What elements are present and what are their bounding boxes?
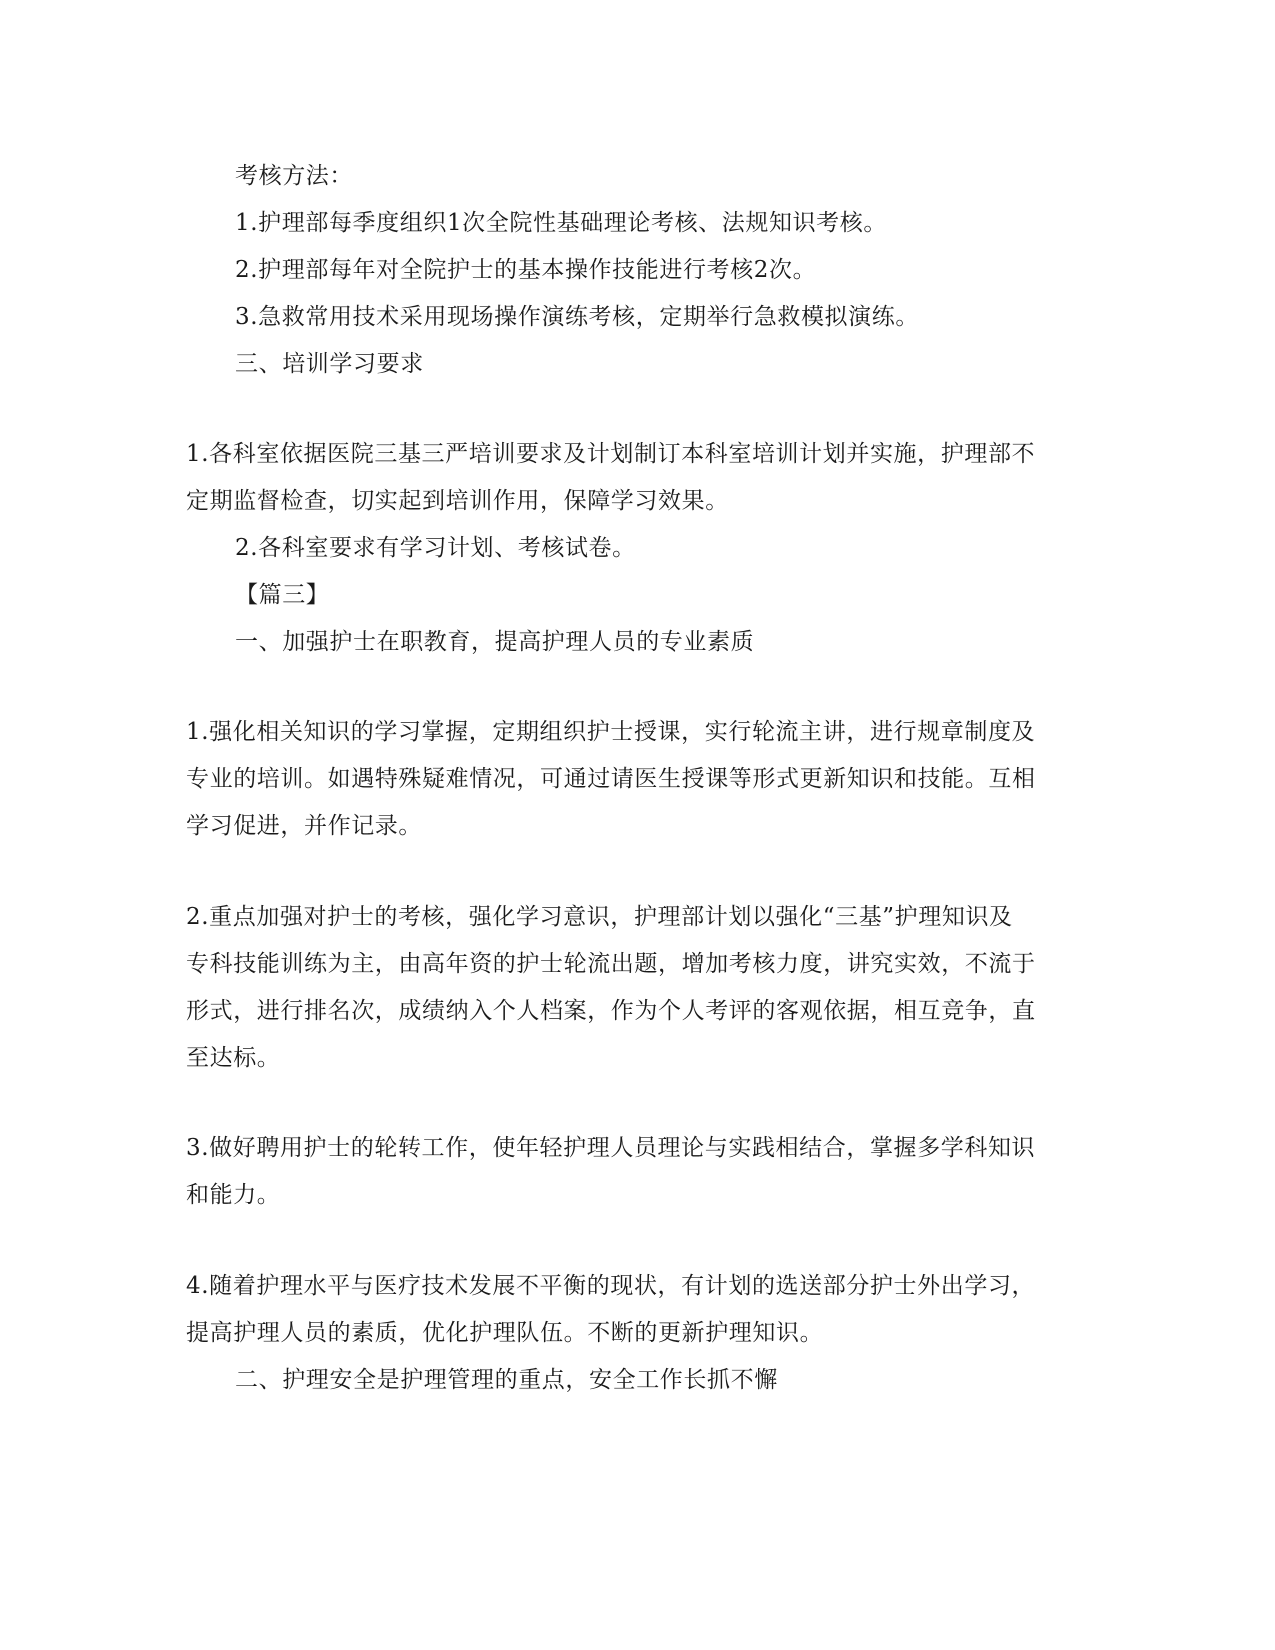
education-item-1-line-2: 专业的培训。如遇特殊疑难情况，可通过请医生授课等形式更新知识和技能。互相: [186, 766, 1036, 792]
education-item-4-line-1: 4.随着护理水平与医疗技术发展不平衡的现状，有计划的选送部分护士外出学习，: [186, 1273, 1036, 1299]
training-requirement-1-line-2: 定期监督检查，切实起到培训作用，保障学习效果。: [186, 488, 729, 514]
training-requirement-1-line-1: 1.各科室依据医院三基三严培训要求及计划制订本科室培训计划并实施，护理部不: [186, 441, 1036, 467]
section-three-heading: 三、培训学习要求: [235, 351, 424, 377]
training-requirement-2: 2.各科室要求有学习计划、考核试卷。: [235, 535, 636, 561]
education-item-3-line-2: 和能力。: [186, 1182, 281, 1208]
section-two-heading: 二、护理安全是护理管理的重点，安全工作长抓不懈: [235, 1367, 778, 1393]
education-item-1-line-1: 1.强化相关知识的学习掌握，定期组织护士授课，实行轮流主讲，进行规章制度及: [186, 719, 1036, 745]
education-item-2-line-2: 专科技能训练为主，由高年资的护士轮流出题，增加考核力度，讲究实效，不流于: [186, 951, 1036, 977]
education-item-4-line-2: 提高护理人员的素质，优化护理队伍。不断的更新护理知识。: [186, 1320, 824, 1346]
education-item-2-line-1: 2.重点加强对护士的考核，强化学习意识，护理部计划以强化“三基”护理知识及: [186, 904, 1013, 930]
assessment-item-3: 3.急救常用技术采用现场操作演练考核，定期举行急救模拟演练。: [235, 304, 919, 330]
education-item-1-line-3: 学习促进，并作记录。: [186, 813, 422, 839]
education-item-3-line-1: 3.做好聘用护士的轮转工作，使年轻护理人员理论与实践相结合，掌握多学科知识: [186, 1135, 1036, 1161]
education-item-2-line-4: 至达标。: [186, 1045, 281, 1071]
education-item-2-line-3: 形式，进行排名次，成绩纳入个人档案，作为个人考评的客观依据，相互竞争，直: [186, 998, 1036, 1024]
chapter-three-heading: 【篇三】: [235, 582, 330, 608]
assessment-item-2: 2.护理部每年对全院护士的基本操作技能进行考核2次。: [235, 257, 817, 283]
section-one-heading: 一、加强护士在职教育，提高护理人员的专业素质: [235, 629, 755, 655]
assessment-item-1: 1.护理部每季度组织1次全院性基础理论考核、法规知识考核。: [235, 210, 887, 236]
assessment-method-heading: 考核方法：: [235, 163, 353, 189]
